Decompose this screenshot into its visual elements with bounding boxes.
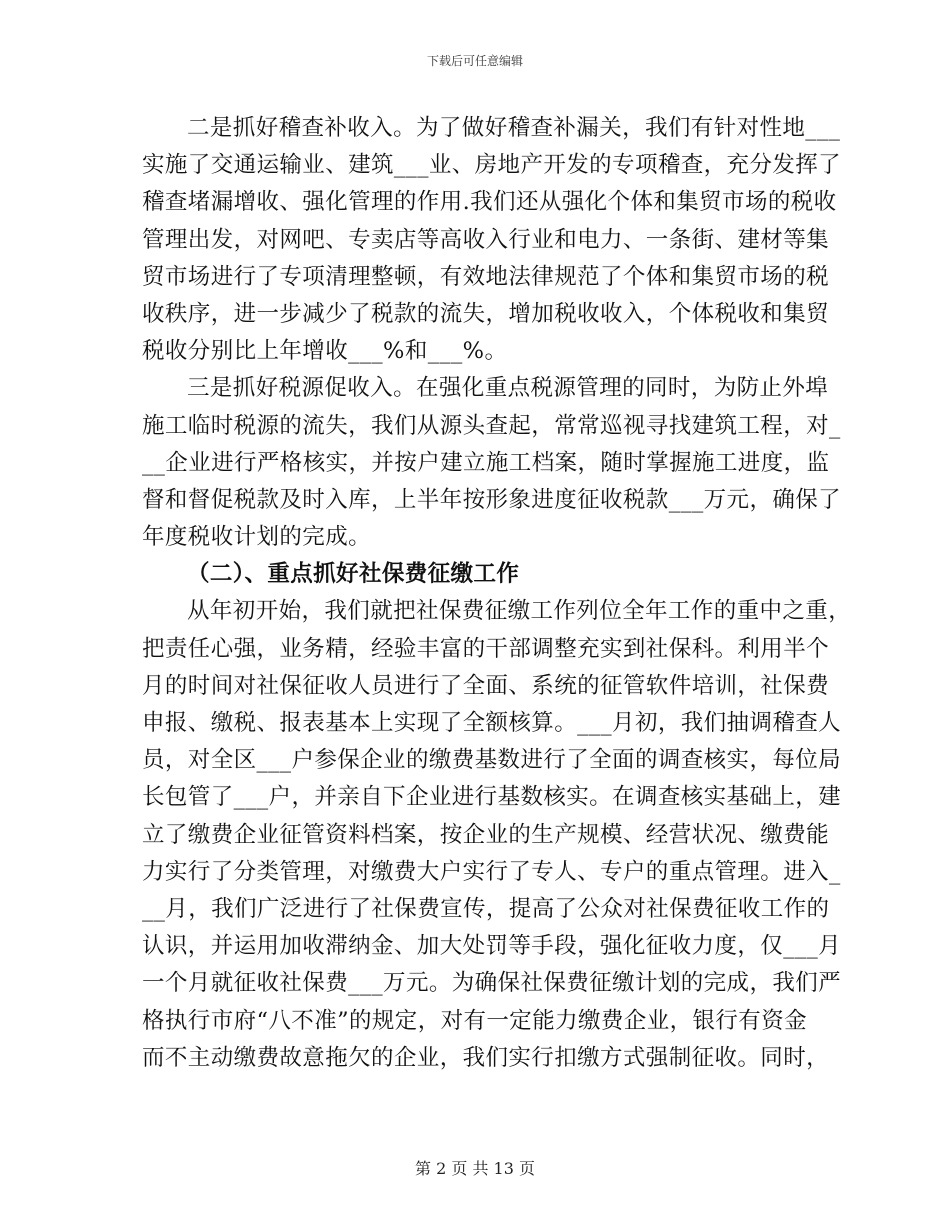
text-line: 一个月就征收社保费___万元。为确保社保费征缴计划的完成，我们严 (142, 970, 842, 997)
text-line: 格执行市府“八不准”的规定，对有一定能力缴费企业，银行有资金 (142, 1007, 808, 1034)
text-line: 把责任心强，业务精，经验丰富的干部调整充实到社保科。利用半个 (142, 635, 830, 662)
text-line: 贸市场进行了专项清理整顿，有效地法律规范了个体和集贸市场的税 (142, 263, 830, 290)
text-line: 施工临时税源的流失，我们从源头查起，常常巡视寻找建筑工程，对_ (142, 412, 841, 439)
text-line: 三是抓好税源促收入。在强化重点税源管理的同时，为防止外埠 (187, 375, 829, 402)
text-line: 从年初开始，我们就把社保费征缴工作列位全年工作的重中之重， (187, 598, 852, 625)
text-line: 稽查堵漏增收、强化管理的作用.我们还从强化个体和集贸市场的税收 (142, 189, 837, 216)
text-line: 二是抓好稽查补收入。为了做好稽查补漏关，我们有针对性地___ (187, 115, 841, 141)
text-line: 月的时间对社保征收人员进行了全面、系统的征管软件培训，社保费 (142, 672, 830, 699)
text-line: __月，我们广泛进行了社保费宣传，提高了公众对社保费征收工作的 (142, 895, 830, 922)
text-line: 立了缴费企业征管资料档案，按企业的生产规模、经营状况、缴费能 (142, 821, 830, 848)
section-heading (142, 556, 810, 593)
paragraph (142, 370, 842, 556)
text-line: 申报、缴税、报表基本上实现了全额核算。___月初，我们抽调稽查人 (142, 710, 842, 736)
text-line: 实施了交通运输业、建筑___业、房地产开发的专项稽查，充分发挥了 (142, 152, 842, 179)
text-line: 税收分别比上年增收___%和___%。 (142, 338, 508, 365)
text-line: 年度税收计划的完成。 (142, 524, 372, 551)
text-line: 长包管了___户，并亲自下企业进行基数核实。在调查核实基础上，建 (142, 784, 842, 811)
text-line: 而不主动缴费故意拖欠的企业，我们实行扣缴方式强制征收。同时， (142, 1044, 830, 1071)
text-line: 收秩序，进一步减少了税款的流失，增加税收收入，个体税收和集贸 (142, 300, 830, 327)
document-body (142, 110, 852, 1077)
paragraph (142, 110, 842, 370)
text-line: 员，对全区___户参保企业的缴费基数进行了全面的调查核实，每位局 (142, 747, 842, 774)
text-line: 督和督促税款及时入库，上半年按形象进度征收税款___万元，确保了 (142, 486, 842, 513)
text-line: 认识，并运用加收滞纳金、加大处罚等手段，强化征收力度，仅___月 (142, 933, 842, 960)
paragraph (142, 593, 852, 1076)
page-header: 下载后可任意编辑 (426, 54, 523, 68)
text-line: __企业进行严格核实，并按户建立施工档案，随时掌握施工进度，监 (142, 449, 830, 476)
text-line: 管理出发，对网吧、专卖店等高收入行业和电力、一条街、建材等集 (142, 226, 830, 253)
text-line: 力实行了分类管理，对缴费大户实行了专人、专户的重点管理。进入_ (142, 858, 841, 885)
heading-text: （二）、重点抓好社保费征缴工作 (187, 561, 520, 588)
page-footer: 第 2 页 共 13 页 (415, 1159, 535, 1178)
